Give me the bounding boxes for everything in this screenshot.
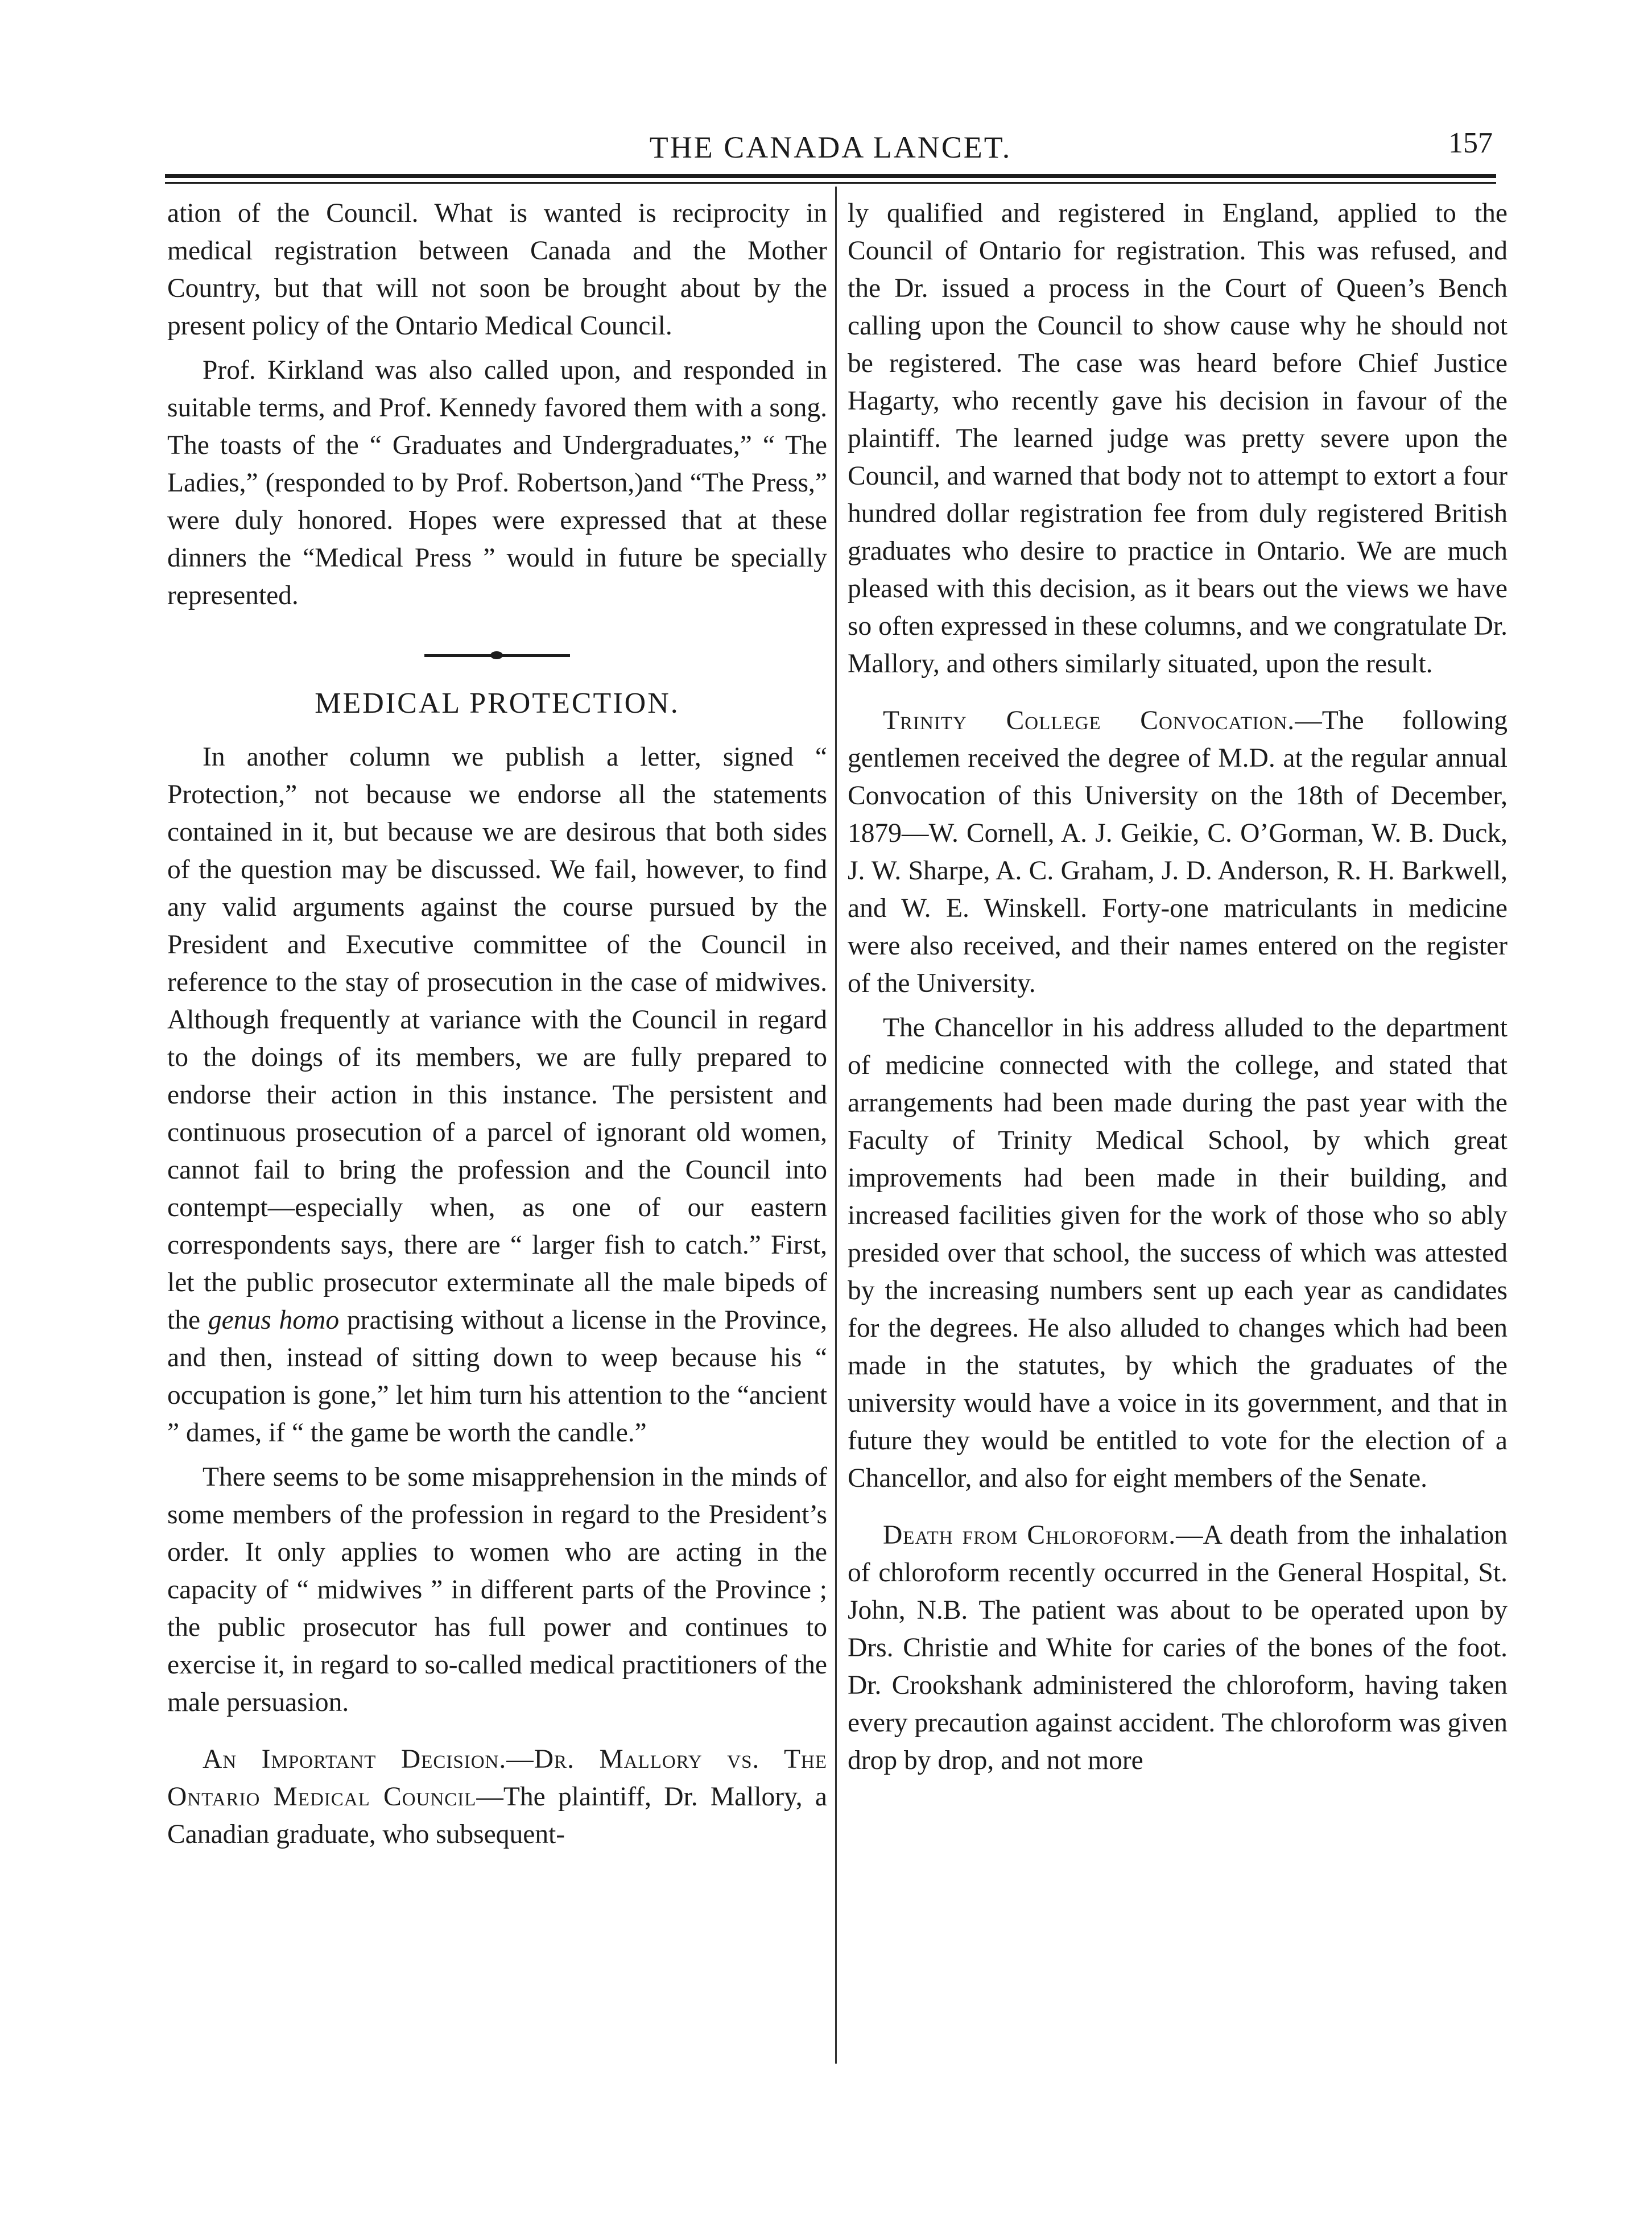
paragraph-protection-text: In another column we publish a letter, signed “ Protection,” not because we endorse all the statements contained in it, but because we are desirous that both sides of the question may be discussed. We fail, however, to find any valid arguments against the course pursued by the President and Executive committee of the Council in reference to the stay of prosecution in the case of midwives. Although frequently at variance with the Council in regard to the doings of its members, we are fully prepared to endorse their action in this instance. The persistent and continuous prosecution of a parcel of ignorant old women, cannot fail to bring the profession and the Council into contempt—especially when, as one of our eastern correspondents says, there are “ larger fish to catch.” First, let the public prosecutor exterminate all the male bipeds of the	[167, 742, 827, 1335]
page-number: 157	[1448, 127, 1493, 159]
important-decision-text: —The plaintiff, Dr. Mallory, a Canadian graduate, who subsequent-	[167, 1782, 827, 1849]
paragraph-chancellor-address: The Chancellor in his address alluded to the department of medicine connected with the college, and stated that arrangements had been made during the past year with the Faculty of Trinity Medical School, by which great improvements had been made in their building, and increased facilities given for the work of those who so ably presided over that school, the success of which was attested by the increasing numbers sent up each year as candidates for the degrees. He also alluded to changes which had been made in the statutes, by which the graduates of the university would have a voice in its government, and that in future they would be entitled to vote for the election of a Chancellor, and also for eight members of the Senate.	[848, 1013, 1508, 1493]
paragraph-council-reciprocity: ation of the Council. What is wanted is reciprocity in medical registration between Canada and the Mother Country, but that will not soon be brought about by the present policy of the Ontario Medical Council.	[167, 199, 827, 341]
important-decision-lead: An Important Decision.—Dr. Mallory vs. The Ontario Medical Council	[167, 1745, 827, 1812]
heading-medical-protection: MEDICAL PROTECTION.	[315, 687, 680, 720]
paragraph-president-order: There seems to be some misapprehension in the minds of some members of the profession in regard to the President’s order. It only applies to women who are acting in the capacity of “ midwives ” in different parts of the Province ; the public prosecutor has full power and continues to exercise it, in regard to so-called medical practitioners of the male persuasion.	[167, 1462, 827, 1717]
trinity-convocation-text: —The following gentlemen received the degree of M.D. at the regular annual Convocation of this University on the 18th of December, 1879—W. Cornell, A. J. Geikie, C. O’Gorman, W. B. Duck, J. W. Sharpe, A. C. Graham, J. D. Anderson, R. H. Barkwell, and W. E. Winskell. Forty-one matriculants in medicine were also received, and their names entered on the register of the University.	[848, 706, 1508, 998]
genus-homo-italic: genus homo	[208, 1305, 340, 1335]
paragraph-important-decision	[167, 1741, 827, 1853]
paragraph-death-chloroform	[848, 1516, 1508, 1779]
paragraph-protection-text-end: practising without a license in the Province, and then, instead of sitting down to weep because his “ occupation is gone,” let him turn his attention to the “ancient ” dames, if “ the game be worth the candle.”	[167, 1305, 828, 1448]
paragraph-trinity-convocation	[848, 702, 1508, 1002]
paragraph-protection-letter	[167, 738, 827, 1452]
ornament-dot	[490, 651, 503, 659]
death-chloroform-text: —A death from the inhalation of chloroform recently occurred in the General Hospital, St. John, N.B. The patient was about to be operated upon by Drs. Christie and White for caries of the bones of the foot. Dr. Crookshank administered the chloroform, having taken every precaution against accident. The chloroform was given drop by drop, and not more	[848, 1520, 1508, 1775]
paragraph-mallory-continued: ly qualified and registered in England, applied to the Council of Ontario for registration. This was refused, and the Dr. issued a process in the Court of Queen’s Bench calling upon the Council to show cause why he should not be registered. The case was heard before Chief Justice Hagarty, who recently gave his decision in favour of the plaintiff. The learned judge was pretty severe upon the Council, and warned that body not to attempt to extort a four hundred dollar registration fee from duly registered British graduates who desire to practice in Ontario. We are much pleased with this decision, as it bears out the views we have so often expressed in these columns, and we congratulate Dr. Mallory, and others similarly situated, upon the result.	[848, 199, 1508, 679]
header-rule-thin	[165, 182, 1496, 184]
death-chloroform-lead: Death from Chloroform.	[883, 1520, 1176, 1550]
trinity-convocation-lead: Trinity College Convocation.	[883, 706, 1295, 735]
right-column	[848, 195, 1508, 1786]
section-ornament	[167, 621, 827, 673]
page-header	[165, 126, 1496, 172]
header-rule-thick	[165, 174, 1496, 178]
column-divider	[835, 187, 837, 2064]
left-column	[167, 195, 827, 1860]
paragraph-dinner-toasts: Prof. Kirkland was also called upon, and responded in suitable terms, and Prof. Kennedy favored them with a song. The toasts of the “ Graduates and Undergraduates,” “ The Ladies,” (responded to by Prof. Robertson,)and “The Press,” were duly honored. Hopes were expressed that at these dinners the “Medical Press ” would in future be specially represented.	[167, 356, 827, 610]
running-title: THE CANADA LANCET.	[649, 130, 1012, 164]
